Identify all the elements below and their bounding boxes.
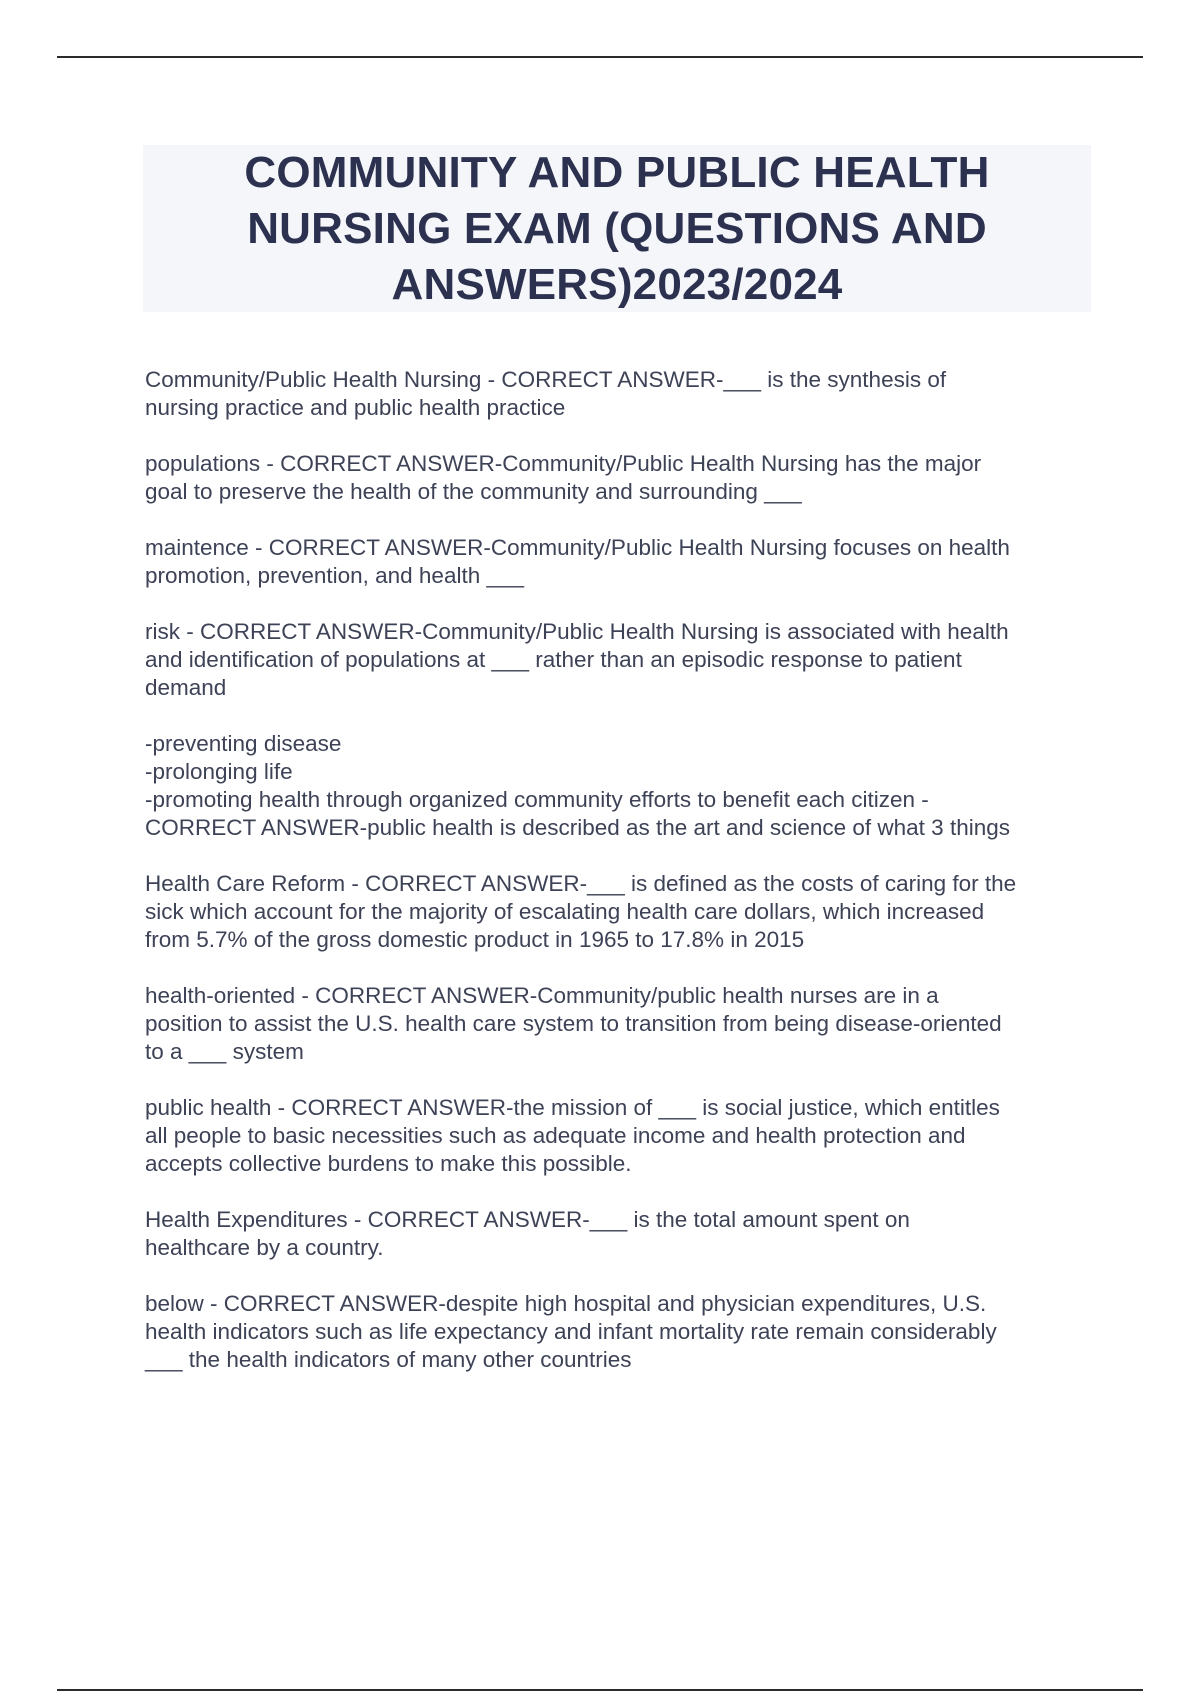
qa-item: Health Care Reform - CORRECT ANSWER-___ is defined as the costs of caring for the sick which account for the majority of escalating health care dollars, which increased from 5.7% of the gross domestic product in 1965 to 17.8% in 2015 xyxy=(145,871,1017,952)
qa-item: risk - CORRECT ANSWER-Community/Public Health Nursing is associated with health and identification of populations at ___ rather than an episodic response to patient demand xyxy=(145,619,1009,700)
top-rule xyxy=(57,56,1143,58)
qa-item: -preventing disease -prolonging life -promoting health through organized community efforts to benefit each citizen - CORRECT ANSWER-public health is described as the art and science of what 3 things xyxy=(145,731,1010,840)
qa-item: Community/Public Health Nursing - CORRECT ANSWER-___ is the synthesis of nursing practice and public health practice xyxy=(145,367,947,420)
qa-item: public health - CORRECT ANSWER-the mission of ___ is social justice, which entitles all people to basic necessities such as adequate income and health protection and accepts collective burdens to make this possible. xyxy=(145,1095,1000,1176)
qa-item: maintence - CORRECT ANSWER-Community/Public Health Nursing focuses on health promotion, prevention, and health ___ xyxy=(145,535,1010,588)
qa-item: populations - CORRECT ANSWER-Community/Public Health Nursing has the major goal to preserve the health of the community and surrounding ___ xyxy=(145,451,982,504)
title-banner xyxy=(143,145,1091,312)
document-title: COMMUNITY AND PUBLIC HEALTH NURSING EXAM (QUESTIONS AND ANSWERS)2023/2024 xyxy=(244,147,990,309)
qa-item: Health Expenditures - CORRECT ANSWER-___ is the total amount spent on healthcare by a country. xyxy=(145,1207,910,1260)
qa-item: health-oriented - CORRECT ANSWER-Community/public health nurses are in a position to assist the U.S. health care system to transition from being disease-oriented to a ___ system xyxy=(145,983,1002,1064)
bottom-rule xyxy=(57,1689,1143,1691)
qa-item: below - CORRECT ANSWER-despite high hospital and physician expenditures, U.S. health indicators such as life expectancy and infant mortality rate remain considerably ___ the health indicators of many other countries xyxy=(145,1291,997,1372)
qa-list xyxy=(145,366,1095,1402)
